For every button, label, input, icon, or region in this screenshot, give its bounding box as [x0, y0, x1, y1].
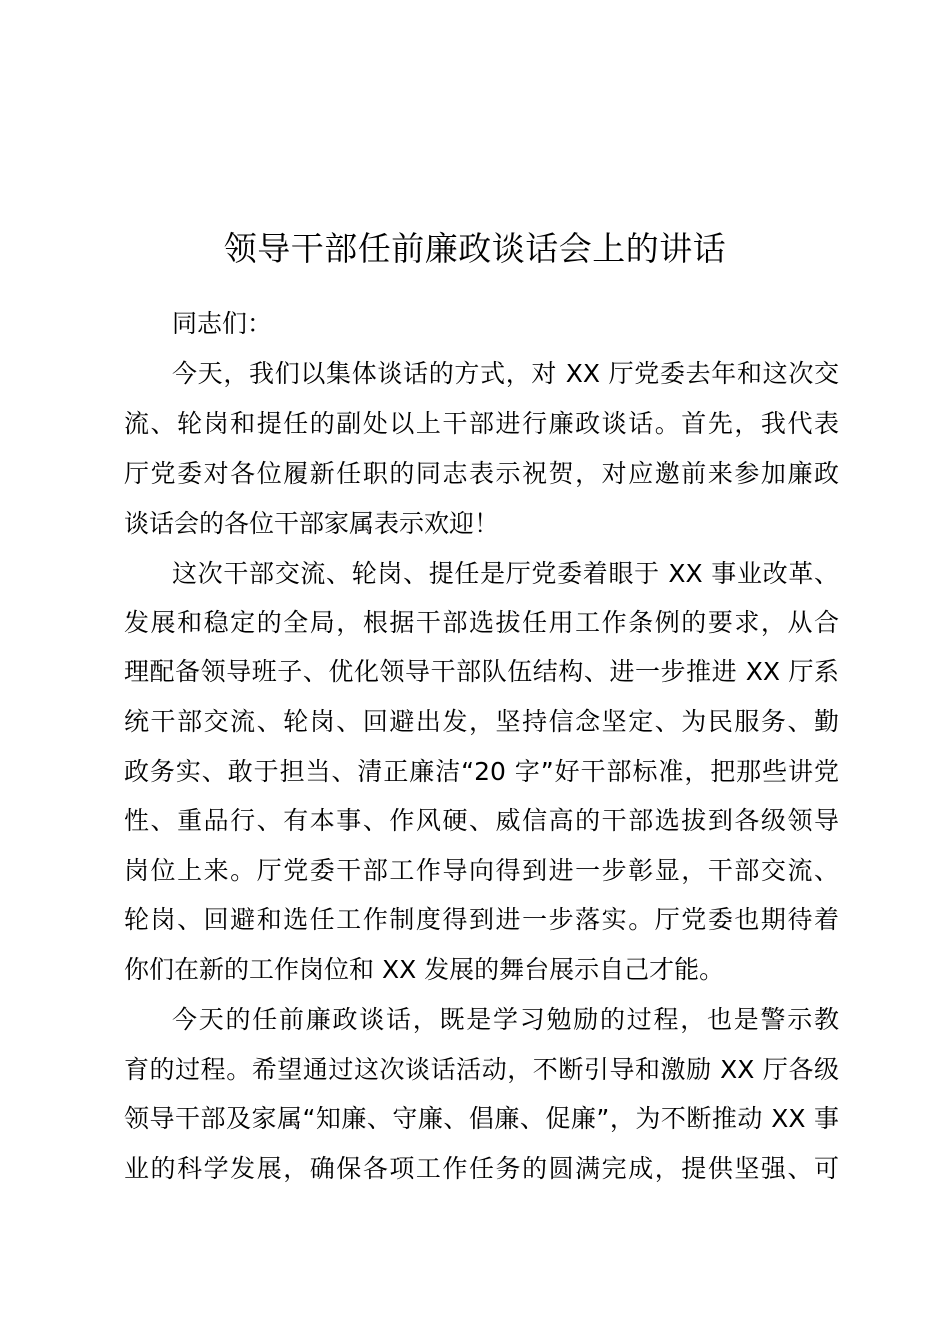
paragraph-line: 今天，我们以集体谈话的方式，对 XX 厅党委去年和这次交 [172, 359, 839, 388]
paragraph-line: 领导干部及家属“知廉、守廉、倡廉、促廉”，为不断推动 XX 事 [124, 1104, 839, 1133]
paragraph-line: 厅党委对各位履新任职的同志表示祝贺，对应邀前来参加廉政 [124, 459, 839, 488]
paragraph-line: 理配备领导班子、优化领导干部队伍结构、进一步推进 XX 厅系 [124, 657, 839, 686]
paragraph-line: 性、重品行、有本事、作风硬、威信高的干部选拔到各级领导 [124, 806, 839, 835]
paragraph-line: 流、轮岗和提任的副处以上干部进行廉政谈话。首先，我代表 [124, 409, 839, 438]
paragraph-line: 你们在新的工作岗位和 XX 发展的舞台展示自己才能。 [124, 955, 725, 984]
paragraph-line: 业的科学发展，确保各项工作任务的圆满完成，提供坚强、可 [124, 1154, 839, 1183]
paragraph-line: 轮岗、回避和选任工作制度得到进一步落实。厅党委也期待着 [124, 905, 839, 934]
paragraph-line: 这次干部交流、轮岗、提任是厅党委着眼于 XX 事业改革、 [172, 559, 839, 588]
paragraph-line: 政务实、敢于担当、清正廉洁“20 字”好干部标准，把那些讲党 [124, 757, 839, 786]
paragraph-line: 今天的任前廉政谈话，既是学习勉励的过程，也是警示教 [172, 1005, 839, 1034]
paragraph-line: 岗位上来。厅党委干部工作导向得到进一步彰显，干部交流、 [124, 856, 839, 885]
paragraph-line: 谈话会的各位干部家属表示欢迎！ [124, 509, 500, 538]
paragraph-line: 发展和稳定的全局，根据干部选拔任用工作条例的要求，从合 [124, 608, 839, 637]
document-title: 领导干部任前廉政谈话会上的讲话 [223, 229, 727, 268]
paragraph-line: 统干部交流、轮岗、回避出发，坚持信念坚定、为民服务、勤 [124, 707, 839, 736]
greeting: 同志们： [172, 309, 273, 338]
paragraph-line: 育的过程。希望通过这次谈话活动，不断引导和激励 XX 厅各级 [124, 1055, 839, 1084]
